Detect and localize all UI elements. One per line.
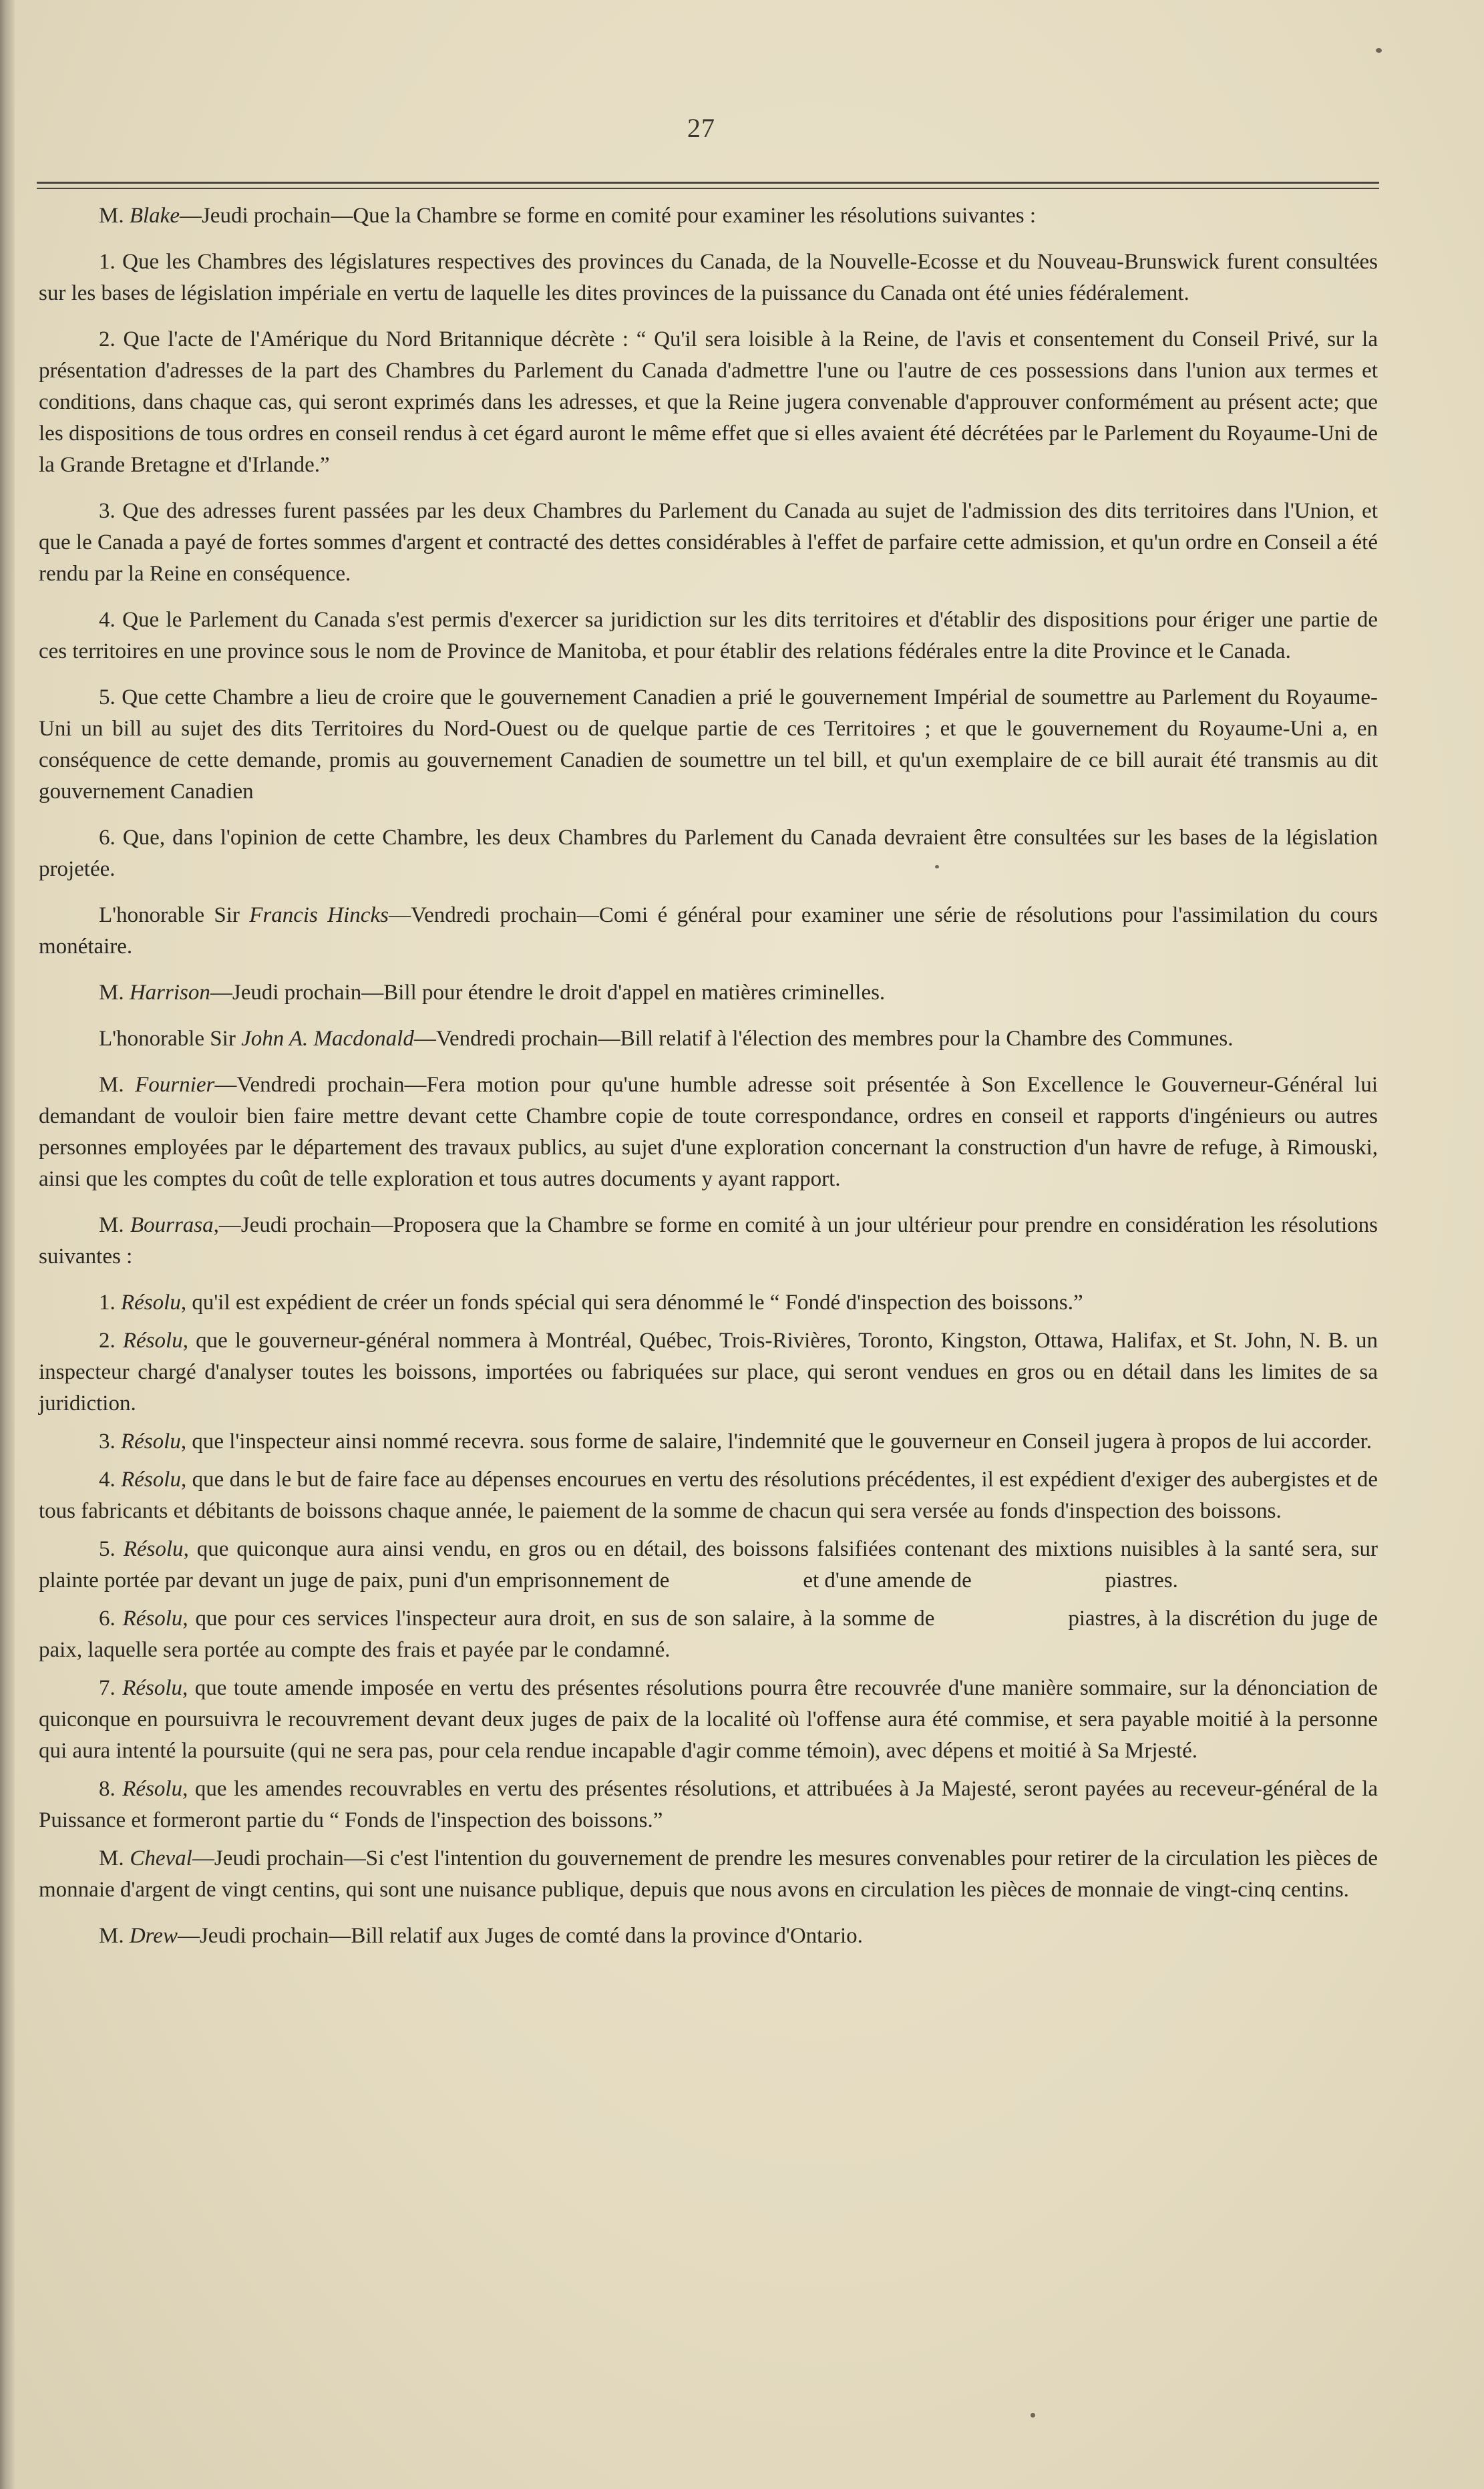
motion-paragraph	[39, 1921, 1378, 1952]
resolution-text: , que quiconque aura ainsi vendu, en gros ou en détail, des boissons falsifiées contenant des mixtions nuisibles à la santé sera, sur plainte portée par devant un juge de paix, puni d'un emprisonnement de	[39, 1537, 1378, 1593]
entry-text: —Jeudi prochain—Bill pour étendre le droit d'appel en matières criminelles.	[210, 981, 886, 1005]
entry-text: 2. Que l'acte de l'Amérique du Nord Britannique décrète : “ Qu'il sera loisible à la Reine, de l'avis et consentement du Conseil Privé, sur la présentation d'adresses de la part des Chambres du Parlement du Canada d'admettre l'une ou l'autre de ces possessions dans l'union aux termes et conditions, dans chaque cas, qui seront exprimés dans les adresses, et que la Reine jugera convenable d'approuver conformément au présent acte; que les dispositions de tous ordres en conseil rendus à cet égard auront le même effet que si elles avaient été décrétées par le Parlement du Royaume-Uni de la Grande Bretagne et d'Irlande.”	[39, 327, 1378, 477]
resolution-number: 2.	[99, 1329, 123, 1353]
resolution-word: Résolu	[122, 1329, 183, 1353]
resolution-text: piastres, à la discrétion du juge de paix, laquelle sera portée au compte des frais et payée par le condamné.	[39, 1607, 1378, 1662]
resolution-paragraph	[39, 1325, 1378, 1420]
entry-text: —Vendredi prochain—Comi é général pour examiner une série de résolutions pour l'assimilation du cours monétaire.	[39, 903, 1378, 959]
resolution-number: 5.	[99, 1537, 124, 1561]
header-rule	[37, 188, 1379, 189]
resolution-paragraph	[39, 1287, 1378, 1319]
resolution-text: , que pour ces services l'inspecteur aura droit, en sus de son salaire, à la somme de	[182, 1607, 935, 1631]
entry-prefix: L'honorable Sir	[99, 1027, 242, 1051]
closing-entries	[39, 1843, 1378, 1952]
resolution-word: Résolu	[122, 1607, 183, 1631]
resolution-word: Résolu	[122, 1676, 183, 1700]
entry-text: 1. Que les Chambres des législatures respectives des provinces du Canada, de la Nouvelle-Ecosse et du Nouveau-Brunswick furent consultées sur les bases de législation impériale en vertu de laquelle les dites provinces de la puissance du Canada ont été unies fédéralement.	[39, 250, 1378, 305]
motion-paragraph	[39, 822, 1378, 885]
page-number: 27	[687, 113, 715, 143]
entry-prefix: L'honorable Sir	[99, 903, 250, 927]
resolution-paragraph	[39, 1534, 1378, 1597]
ink-speck	[935, 865, 939, 868]
motion-paragraph	[39, 246, 1378, 309]
entry-text: —Jeudi prochain—Si c'est l'intention du gouvernement de prendre les mesures convenables pour retirer de la circulation les pièces de monnaie d'argent de vingt centins, qui sont une nuisance publique, depuis que nous avons en circulation les pièces de monnaie de vingt-cinq centins.	[39, 1846, 1378, 1902]
ink-speck	[1376, 48, 1382, 53]
resolution-paragraph	[39, 1426, 1378, 1458]
motion-paragraph	[39, 682, 1378, 808]
book-binding-edge	[0, 0, 15, 2489]
resolution-number: 6.	[99, 1607, 123, 1631]
entry-prefix: M.	[99, 1924, 130, 1948]
resolution-word: Résolu	[121, 1291, 181, 1315]
resolution-number: 3.	[99, 1430, 121, 1454]
speaker-name: Drew	[129, 1924, 178, 1948]
speaker-name: Fournier	[135, 1073, 215, 1097]
resolution-number: 4.	[99, 1468, 122, 1492]
motion-paragraph	[39, 900, 1378, 963]
entry-text: 6. Que, dans l'opinion de cette Chambre, les deux Chambres du Parlement du Canada devraient être consultées sur les bases de la législation projetée.	[39, 826, 1378, 881]
motion-paragraph	[39, 1843, 1378, 1906]
entry-prefix: M.	[99, 1213, 130, 1237]
resolution-text: , que toute amende imposée en vertu des présentes résolutions pourra être recouvrée d'une manière sommaire, sur la dénonciation de quiconque en poursuivra le recouvrement devant deux juges de paix de la localité où l'offense aura été commise, et sera payable moitié à la personne qui aura intenté la poursuite (qui ne sera pas, pour cela rendue incapable d'agir comme témoin), avec dépens et moitié à Sa Mrjesté.	[39, 1676, 1378, 1763]
resolution-text: , qu'il est expédient de créer un fonds spécial qui sera dénommé le “ Fondé d'inspection des boissons.”	[180, 1291, 1083, 1315]
entry-text: —Vendredi prochain—Fera motion pour qu'une humble adresse soit présentée à Son Excellence le Gouverneur-Général lui demandant de vouloir bien faire mettre devant cette Chambre copie de toute correspondance, ordres en conseil et rapports d'ingénieurs ou autres personnes employées par le département des travaux publics, au sujet d'une exploration concernant la construction d'un havre de refuge, à Rimouski, ainsi que les comptes du coût de telle exploration et tous autres documents y ayant rapport.	[39, 1073, 1378, 1191]
entry-text: 5. Que cette Chambre a lieu de croire que le gouvernement Canadien a prié le gouvernement Impérial de soumettre au Parlement du Royaume-Uni un bill au sujet des dits Territoires du Nord-Ouest ou de quelque partie de ces Territoires ; et que le gouvernement du Royaume-Uni a, en conséquence de cette demande, promis au gouvernement Canadien de soumettre un tel bill, et qu'un exemplaire de ce bill aurait été transmis au dit gouvernement Canadien	[39, 685, 1378, 804]
motion-paragraph	[39, 1023, 1378, 1055]
resolution-text: , que dans le but de faire face au dépenses encourues en vertu des résolutions précédentes, il est expédient d'exiger des aubergistes et de tous fabricants et débitants de boissons chaque année, le paiement de la somme de chacun qui sera versée au fonds d'inspection des boissons.	[39, 1468, 1378, 1523]
notice-list	[39, 200, 1378, 1967]
resolution-word: Résolu	[123, 1537, 184, 1561]
motion-paragraph	[39, 200, 1378, 232]
resolution-list	[39, 1287, 1378, 1836]
resolution-word: Résolu	[122, 1777, 183, 1801]
speaker-name: Blake	[129, 204, 180, 228]
entry-text: —Jeudi prochain—Que la Chambre se forme en comité pour examiner les résolutions suivantes :	[179, 204, 1037, 228]
resolution-text: piastres.	[1105, 1568, 1178, 1593]
motion-paragraph	[39, 324, 1378, 481]
motion-paragraph	[39, 1069, 1378, 1195]
entry-prefix: M.	[99, 1073, 136, 1097]
speaker-name: Bourrasa	[130, 1213, 214, 1237]
resolution-number: 8.	[99, 1777, 123, 1801]
resolution-paragraph	[39, 1603, 1378, 1666]
speaker-name: Francis Hincks	[249, 903, 389, 927]
resolution-paragraph	[39, 1774, 1378, 1836]
resolution-text: , que le gouverneur-général nommera à Montréal, Québec, Trois-Rivières, Toronto, Kingston, Ottawa, Halifax, et St. John, N. B. un inspecteur chargé d'analyser toutes les boissons, importées ou fabriquées sur place, qui seront vendues en gros ou en détail dans les limites de sa juridiction.	[39, 1329, 1378, 1416]
entry-text: 4. Que le Parlement du Canada s'est permis d'exercer sa juridiction sur les dits territoires et d'établir des dispositions pour ériger une partie de ces territoires en une province sous le nom de Province de Manitoba, et pour établir des relations fédérales entre la dite Province et le Canada.	[39, 608, 1378, 663]
resolution-number: 1.	[99, 1291, 121, 1315]
resolution-word: Résolu	[121, 1430, 181, 1454]
entry-text: —Vendredi prochain—Bill relatif à l'élection des membres pour la Chambre des Communes.	[413, 1027, 1234, 1051]
speaker-name: John A. Macdonald	[241, 1027, 414, 1051]
entry-prefix: M.	[99, 981, 130, 1005]
entry-prefix: M.	[99, 1846, 130, 1870]
entry-text: 3. Que des adresses furent passées par les deux Chambres du Parlement du Canada au sujet de l'admission des dits territoires dans l'Union, et que le Canada a payé de fortes sommes d'argent et contracté des dettes considérables à l'effet de parfaire cette admission, et qu'un ordre en Conseil a été rendu par la Reine en conséquence.	[39, 499, 1378, 586]
entry-text: ,—Jeudi prochain—Proposera que la Chambre se forme en comité à un jour ultérieur pour prendre en considération les résolutions suivantes :	[39, 1213, 1378, 1269]
resolution-paragraph	[39, 1673, 1378, 1767]
resolution-text: et d'une amende de	[803, 1568, 972, 1593]
entry-text: —Jeudi prochain—Bill relatif aux Juges de comté dans la province d'Ontario.	[177, 1924, 863, 1948]
motion-paragraph	[39, 496, 1378, 590]
motion-paragraph	[39, 977, 1378, 1009]
speaker-name: Harrison	[129, 981, 210, 1005]
header-rule	[37, 182, 1379, 184]
resolution-number: 7.	[99, 1676, 123, 1700]
motion-paragraph	[39, 605, 1378, 667]
speaker-name: Cheval	[130, 1846, 192, 1870]
resolution-word: Résolu	[121, 1468, 181, 1492]
resolution-text: , que les amendes recouvrables en vertu des présentes résolutions, et attribuées à Ja Majesté, seront payées au receveur-général de la Puissance et formeront partie du “ Fonds de l'inspection des boissons.”	[39, 1777, 1378, 1832]
entry-prefix: M.	[99, 204, 130, 228]
motion-paragraph	[39, 1210, 1378, 1273]
resolution-paragraph	[39, 1464, 1378, 1527]
resolution-text: , que l'inspecteur ainsi nommé recevra. sous forme de salaire, l'indemnité que le gouverneur en Conseil jugera à propos de lui accorder.	[180, 1430, 1372, 1454]
ink-speck	[1031, 2413, 1035, 2418]
motion-entries	[39, 200, 1378, 1273]
